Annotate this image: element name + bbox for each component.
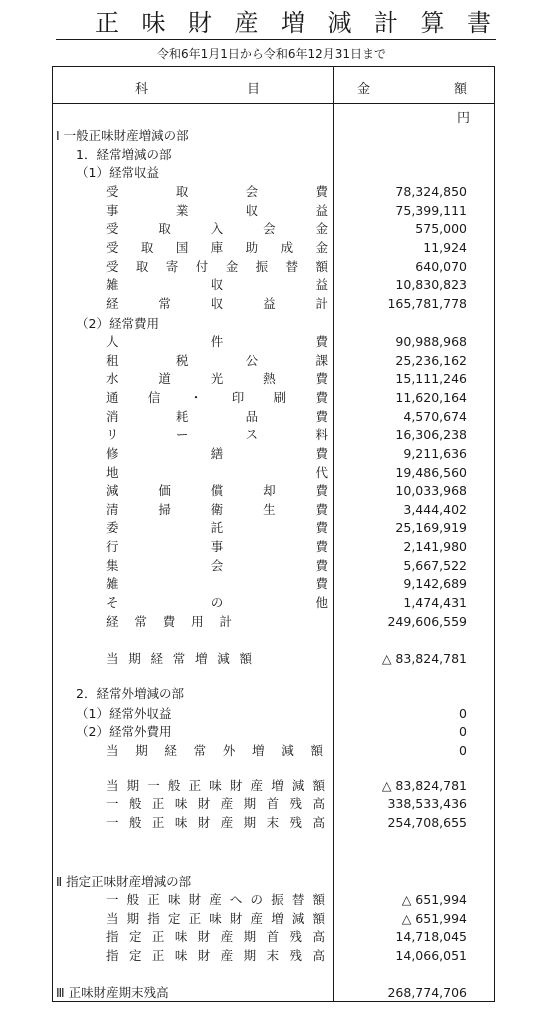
row-amount: 15,111,246 — [395, 371, 467, 386]
row-label: （1）経常収益 — [76, 165, 159, 180]
statement-row — [0, 777, 543, 794]
row-label: 一般正味財産期首残高 — [106, 796, 325, 811]
row-label: その他 — [106, 595, 328, 610]
row-amount: 75,399,111 — [395, 203, 467, 218]
row-amount: △ 651,994 — [401, 892, 467, 907]
row-label: 一般正味財産期末残高 — [106, 815, 325, 830]
statement-row — [0, 352, 543, 369]
statement-row — [0, 464, 543, 481]
row-amount: 11,620,164 — [395, 390, 467, 405]
header-divider — [52, 103, 495, 104]
row-label: 減価償却費 — [106, 483, 328, 498]
statement-row — [0, 333, 543, 350]
row-label: 経常収益計 — [106, 296, 328, 311]
row-label: 事業収益 — [106, 203, 328, 218]
title-underline — [56, 39, 496, 40]
row-amount: 0 — [459, 706, 467, 721]
row-label: 人件費 — [106, 334, 328, 349]
row-amount: △ 651,994 — [401, 911, 467, 926]
row-label: 当期指定正味財産増減額 — [106, 911, 325, 926]
row-label: リース料 — [106, 427, 328, 442]
row-label: （2）経常費用 — [76, 316, 159, 331]
statement-row — [0, 258, 543, 275]
statement-row — [0, 389, 543, 406]
statement-row — [0, 928, 543, 945]
row-amount: 254,708,655 — [387, 815, 467, 830]
row-amount: 0 — [459, 724, 467, 739]
row-label: Ⅱ 指定正味財産増減の部 — [56, 874, 192, 889]
row-label: 1．経常増減の部 — [76, 147, 172, 162]
row-amount: 9,142,689 — [403, 576, 467, 591]
statement-row — [0, 164, 543, 181]
document-title: 正 味 財 産 増 減 計 算 書 — [95, 9, 491, 37]
statement-row — [0, 613, 543, 630]
row-amount: 14,718,045 — [395, 929, 467, 944]
row-amount: 10,033,968 — [395, 483, 467, 498]
statement-row — [0, 910, 543, 927]
statement-row — [0, 984, 543, 1001]
row-label: 一般正味財産への振替額 — [106, 892, 325, 907]
row-label: 雑収益 — [106, 277, 328, 292]
row-amount: 165,781,778 — [387, 296, 467, 311]
statement-row — [0, 295, 543, 312]
row-amount: 1,474,431 — [403, 595, 467, 610]
statement-row — [0, 127, 543, 144]
statement-row — [0, 146, 543, 163]
row-label: 受取国庫助成金 — [106, 240, 328, 255]
row-label: 集会費 — [106, 558, 328, 573]
row-label: 当期一般正味財産増減額 — [106, 778, 325, 793]
fiscal-period: 令和6年1月1日から令和6年12月31日まで — [156, 47, 387, 61]
row-label: 地代 — [106, 465, 328, 480]
row-amount: 4,570,674 — [403, 409, 467, 424]
statement-row — [0, 408, 543, 425]
statement-row — [0, 202, 543, 219]
statement-row — [0, 501, 543, 518]
row-label: 修繕費 — [106, 446, 328, 461]
statement-row — [0, 557, 543, 574]
row-amount: 90,988,968 — [395, 334, 467, 349]
row-amount: 268,774,706 — [387, 985, 467, 1000]
row-amount: 9,211,636 — [403, 446, 467, 461]
row-amount: 19,486,560 — [395, 465, 467, 480]
row-label: 指定正味財産期首残高 — [106, 929, 325, 944]
row-label: Ⅲ 正味財産期末残高 — [56, 985, 169, 1000]
statement-row — [0, 947, 543, 964]
row-label: 指定正味財産期末残高 — [106, 948, 325, 963]
row-label: 受取入会金 — [106, 221, 328, 236]
row-label: 当期経常外増減額 — [106, 743, 323, 758]
row-label: 当期経常増減額 — [106, 651, 252, 666]
row-amount: 78,324,850 — [395, 184, 467, 199]
row-label: 清掃衛生費 — [106, 502, 328, 517]
row-amount: 575,000 — [415, 221, 467, 236]
row-label: 消耗品費 — [106, 409, 328, 424]
row-amount: 11,924 — [423, 240, 467, 255]
statement-row — [0, 685, 543, 702]
statement-row — [0, 891, 543, 908]
row-amount: 25,236,162 — [395, 353, 467, 368]
statement-row — [0, 814, 543, 831]
header-amount: 金額 — [357, 82, 467, 97]
row-amount: 25,169,919 — [395, 520, 467, 535]
row-amount: △ 83,824,781 — [381, 651, 467, 666]
statement-row — [0, 220, 543, 237]
row-label: 水道光熱費 — [106, 371, 328, 386]
row-amount: 3,444,402 — [403, 502, 467, 517]
row-label: 雑費 — [106, 576, 328, 591]
row-amount: △ 83,824,781 — [381, 778, 467, 793]
row-amount: 2,141,980 — [403, 539, 467, 554]
row-amount: 5,667,522 — [403, 558, 467, 573]
statement-row — [0, 650, 543, 667]
row-amount: 10,830,823 — [395, 277, 467, 292]
statement-row — [0, 742, 543, 759]
statement-row — [0, 705, 543, 722]
statement-row — [0, 183, 543, 200]
statement-row — [0, 315, 543, 332]
row-label: 2．経常外増減の部 — [76, 686, 184, 701]
statement-row — [0, 575, 543, 592]
row-amount: 640,070 — [415, 259, 467, 274]
statement-row — [0, 873, 543, 890]
row-label: 受取会費 — [106, 184, 328, 199]
row-label: 受取寄付金振替額 — [106, 259, 328, 274]
row-label: （1）経常外収益 — [76, 706, 172, 721]
row-amount: 0 — [459, 743, 467, 758]
statement-row — [0, 538, 543, 555]
row-label: 行事費 — [106, 539, 328, 554]
statement-row — [0, 594, 543, 611]
statement-row — [0, 482, 543, 499]
row-label: 経常費用計 — [106, 614, 232, 629]
row-amount: 14,066,051 — [395, 948, 467, 963]
statement-row — [0, 723, 543, 740]
row-amount: 249,606,559 — [387, 614, 467, 629]
row-label: 通信・印刷費 — [106, 390, 328, 405]
statement-row — [0, 370, 543, 387]
row-amount: 338,533,436 — [387, 796, 467, 811]
statement-row — [0, 795, 543, 812]
row-label: 委託費 — [106, 520, 328, 535]
row-label: Ⅰ 一般正味財産増減の部 — [56, 128, 189, 143]
statement-row — [0, 519, 543, 536]
statement-row — [0, 239, 543, 256]
row-amount: 16,306,238 — [395, 427, 467, 442]
statement-row — [0, 445, 543, 462]
row-label: 租税公課 — [106, 353, 328, 368]
statement-row — [0, 426, 543, 443]
header-subject: 科目 — [135, 82, 260, 97]
row-label: （2）経常外費用 — [76, 724, 172, 739]
currency-unit: 円 — [456, 111, 470, 126]
statement-row — [0, 276, 543, 293]
